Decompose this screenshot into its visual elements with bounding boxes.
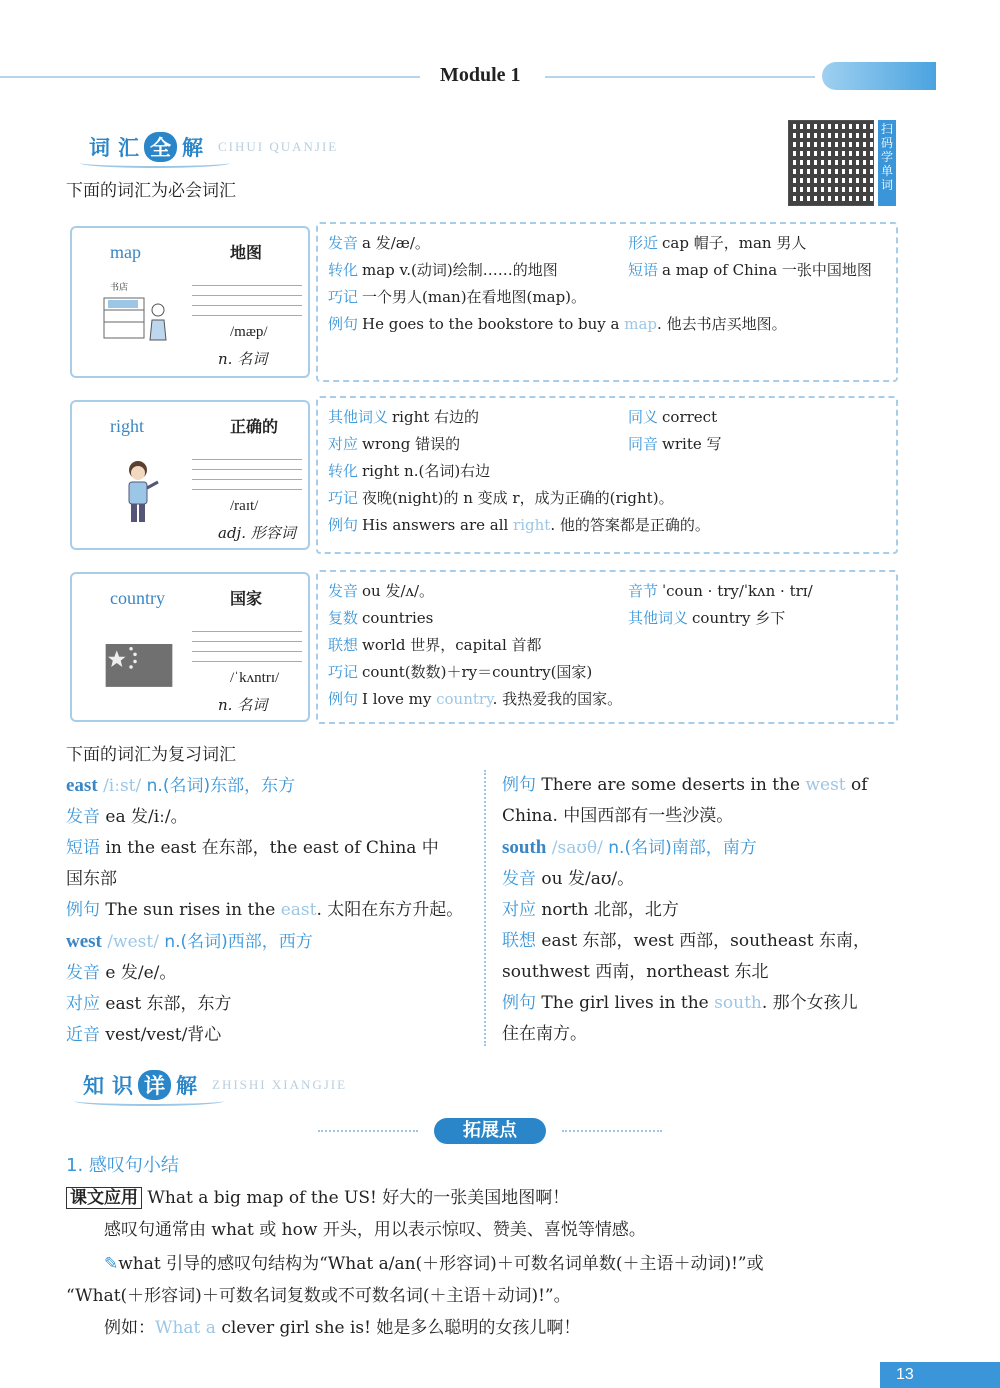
detail-label: 转化 — [328, 462, 359, 480]
extension-chip: 拓展点 — [434, 1118, 546, 1144]
review-vocab-label: 下面的词汇为复习词汇 — [66, 745, 236, 765]
review-row: 对应 east 东部，东方 — [66, 994, 232, 1014]
detail-value: correct — [662, 408, 718, 426]
banner-chip: 全 — [144, 132, 177, 162]
detail-value: I love my — [362, 690, 437, 708]
header-rule-right — [545, 76, 815, 78]
detail-row — [324, 686, 890, 713]
detail-value: map v.(动词)绘制……的地图 — [362, 261, 558, 279]
banner-arc — [74, 1096, 224, 1106]
word-english: map — [110, 242, 141, 262]
detail-row — [324, 659, 890, 686]
headword-line — [502, 832, 902, 864]
word-card-country — [70, 572, 310, 722]
detail-value: a map of China 一张中国地图 — [662, 261, 872, 279]
review-row: China. 中国西部有一些沙漠。 — [502, 806, 734, 826]
detail-value: . 他去书店买地图。 — [657, 315, 787, 333]
review-row: 发音 ou 发/aʊ/。 — [502, 869, 635, 889]
vocab-section-banner — [86, 132, 338, 162]
detail-row — [324, 458, 890, 485]
headword-line — [66, 770, 466, 802]
detail-row — [324, 431, 890, 458]
banner-chip: 解 — [182, 136, 203, 160]
detail-value: a 发/æ/。 — [362, 234, 430, 252]
detail-label: 短语 — [628, 261, 659, 279]
detail-label: 例句 — [328, 516, 359, 534]
detail-value: count(数数)＋ry＝country(国家) — [362, 663, 593, 681]
extension-point-header — [318, 1118, 698, 1144]
qr-code[interactable] — [788, 120, 874, 206]
detail-label: 其他词义 — [628, 609, 689, 627]
flag-illustration — [96, 644, 182, 698]
detail-value: right 右边的 — [392, 408, 480, 426]
detail-value: His answers are all — [362, 516, 514, 534]
word-chinese: 正确的 — [230, 417, 279, 436]
detail-value: 夜晚(night)的 n 变成 r，成为正确的(right)。 — [362, 489, 674, 507]
banner-chip: 知 — [83, 1074, 104, 1098]
headword-phonetic: /west/ — [107, 932, 159, 952]
detail-row — [324, 404, 890, 431]
word-pos: n. 名词 — [218, 350, 268, 368]
headword-pos: n.(名词)西部，西方 — [164, 932, 313, 952]
detail-value: 一个男人(man)在看地图(map)。 — [362, 288, 587, 306]
detail-label: 形近 — [628, 234, 659, 252]
detail-value: write 写 — [662, 435, 722, 453]
textbook-application — [66, 1182, 569, 1214]
word-phonetic: /ˈkʌntrɪ/ — [230, 670, 280, 686]
example-sentence: clever girl she is! 她是多么聪明的女孩儿啊！ — [215, 1318, 581, 1338]
review-row: 近音 vest/vest/背心 — [66, 1025, 222, 1045]
detail-box-map — [316, 222, 898, 382]
detail-label: 其他词义 — [328, 408, 389, 426]
header-tab — [822, 62, 936, 90]
review-row: 住在南方。 — [502, 1024, 587, 1044]
word-pos: adj. 形容词 — [218, 524, 296, 542]
headword-phonetic: /iːst/ — [103, 776, 142, 796]
answer-fill: map — [624, 315, 658, 333]
review-row: 国东部 — [66, 869, 117, 889]
detail-label: 例句 — [328, 315, 359, 333]
answer-fill: east — [280, 900, 317, 920]
detail-label: 同音 — [628, 435, 659, 453]
banner-chip: 解 — [176, 1074, 197, 1098]
detail-label: 音节 — [628, 582, 659, 600]
word-chinese: 国家 — [230, 589, 263, 608]
review-row: southwest 西南，northeast 东北 — [502, 962, 769, 982]
detail-row — [324, 512, 890, 539]
dotted-rule-right — [562, 1130, 662, 1132]
banner-chip: 词 — [89, 136, 110, 160]
review-row: 发音 e 发/e/。 — [66, 963, 177, 983]
headword: east — [66, 775, 98, 796]
detail-box-country — [316, 570, 898, 724]
writing-lines — [192, 450, 302, 490]
detail-label: 转化 — [328, 261, 359, 279]
detail-row — [324, 257, 890, 284]
page-number: 13 — [880, 1362, 1000, 1388]
detail-row — [324, 284, 890, 311]
detail-label: 例句 — [328, 690, 359, 708]
review-row: 对应 north 北部，北方 — [502, 900, 679, 920]
detail-row — [324, 632, 890, 659]
writing-lines — [192, 622, 302, 662]
detail-value: ˈcoun · try/ˈkʌn · trɪ/ — [662, 582, 813, 600]
bookstore-illustration — [96, 280, 180, 348]
word-chinese: 地图 — [230, 243, 263, 262]
boy-illustration — [96, 458, 180, 526]
detail-label: 复数 — [328, 609, 359, 627]
detail-label: 联想 — [328, 636, 359, 654]
detail-value: He goes to the bookstore to buy a — [362, 315, 625, 333]
detail-row — [324, 605, 890, 632]
headword-pos: n.(名词)东部，东方 — [146, 776, 296, 796]
headword: west — [66, 931, 102, 952]
example-sentence: What a big map of the US! 好大的一张美国地图啊！ — [147, 1188, 570, 1208]
headword: south — [502, 837, 547, 858]
banner-pinyin: ZHISHI XIANGJIE — [212, 1077, 348, 1092]
detail-label: 巧记 — [328, 663, 359, 681]
detail-row — [324, 311, 890, 338]
writing-lines — [192, 276, 302, 316]
detail-value: country 乡下 — [692, 609, 786, 627]
answer-fill: west — [805, 775, 846, 795]
answer-fill: What a — [155, 1318, 216, 1338]
structure-line: “What(＋形容词)＋可数名词复数或不可数名词(＋主语＋动词)!”。 — [66, 1286, 571, 1306]
answer-fill: country — [436, 690, 493, 708]
detail-label: 巧记 — [328, 288, 359, 306]
banner-arc — [80, 158, 230, 168]
review-row: 发音 ea 发/iː/。 — [66, 807, 188, 827]
detail-label: 巧记 — [328, 489, 359, 507]
detail-value: wrong 错误的 — [362, 435, 461, 453]
banner-pinyin: CIHUI QUANJIE — [218, 139, 339, 154]
review-row: 联想 east 东部，west 西部，southeast 东南， — [502, 931, 870, 951]
column-divider — [484, 770, 486, 1046]
detail-label: 发音 — [328, 582, 359, 600]
dotted-rule-left — [318, 1130, 418, 1132]
detail-label: 对应 — [328, 435, 359, 453]
example-line — [104, 1312, 580, 1344]
required-vocab-label: 下面的词汇为必会词汇 — [66, 181, 236, 201]
detail-row — [324, 485, 890, 512]
banner-chip: 汇 — [118, 136, 139, 160]
detail-value: ou 发/ʌ/。 — [362, 582, 435, 600]
word-pos: n. 名词 — [218, 696, 268, 714]
headword-pos: n.(名词)南部，南方 — [608, 838, 757, 858]
review-row: 例句 The girl lives in the south. 那个女孩儿 — [502, 993, 858, 1013]
detail-value: right n.(名词)右边 — [362, 462, 491, 480]
module-title: Module 1 — [440, 64, 521, 86]
banner-chip: 识 — [112, 1074, 133, 1098]
knowledge-section-banner — [80, 1070, 347, 1100]
word-english: right — [110, 416, 144, 436]
pic-label: 书店 — [110, 283, 129, 293]
review-row: 例句 The sun rises in the east. 太阳在东方升起。 — [66, 900, 464, 920]
detail-value: cap 帽子，man 男人 — [662, 234, 807, 252]
detail-label: 发音 — [328, 234, 359, 252]
page-header — [0, 58, 1000, 98]
word-english: country — [110, 588, 165, 608]
answer-fill: south — [714, 993, 762, 1013]
review-column-right — [502, 770, 902, 1050]
detail-label: 同义 — [628, 408, 659, 426]
review-row: 例句 There are some deserts in the west of — [502, 775, 868, 795]
word-phonetic: /mæp/ — [230, 324, 268, 340]
structure-line: ✎what 引导的感叹句结构为“What a/an(＋形容词)＋可数名词单数(＋主语＋动词)!”或 — [104, 1254, 764, 1274]
banner-chip: 详 — [138, 1070, 171, 1100]
qr-tag: 扫码学单词 — [878, 120, 896, 206]
example-label: 例如： — [104, 1318, 155, 1338]
textbook-tag: 课文应用 — [66, 1187, 142, 1209]
detail-row — [324, 578, 890, 605]
detail-box-right — [316, 396, 898, 554]
headword-phonetic: /saʊθ/ — [551, 838, 603, 858]
review-row: 短语 in the east 在东部，the east of China 中 — [66, 838, 439, 858]
word-phonetic: /raɪt/ — [230, 498, 259, 514]
header-rule-left — [0, 76, 420, 78]
detail-row — [324, 230, 890, 257]
explanation-line: 感叹句通常由 what 或 how 开头，用以表示惊叹、赞美、喜悦等情感。 — [104, 1220, 646, 1240]
knowledge-point-title: 1. 感叹句小结 — [66, 1155, 179, 1176]
detail-value: world 世界，capital 首都 — [362, 636, 542, 654]
pen-icon: ✎ — [104, 1254, 119, 1274]
detail-value: . 我热爱我的国家。 — [492, 690, 623, 708]
detail-value: countries — [362, 609, 434, 627]
word-card-map — [70, 226, 310, 378]
review-column-left — [66, 770, 466, 1051]
detail-value: . 他的答案都是正确的。 — [550, 516, 710, 534]
headword-line — [66, 926, 466, 958]
word-card-right — [70, 400, 310, 550]
answer-fill: right — [513, 516, 551, 534]
